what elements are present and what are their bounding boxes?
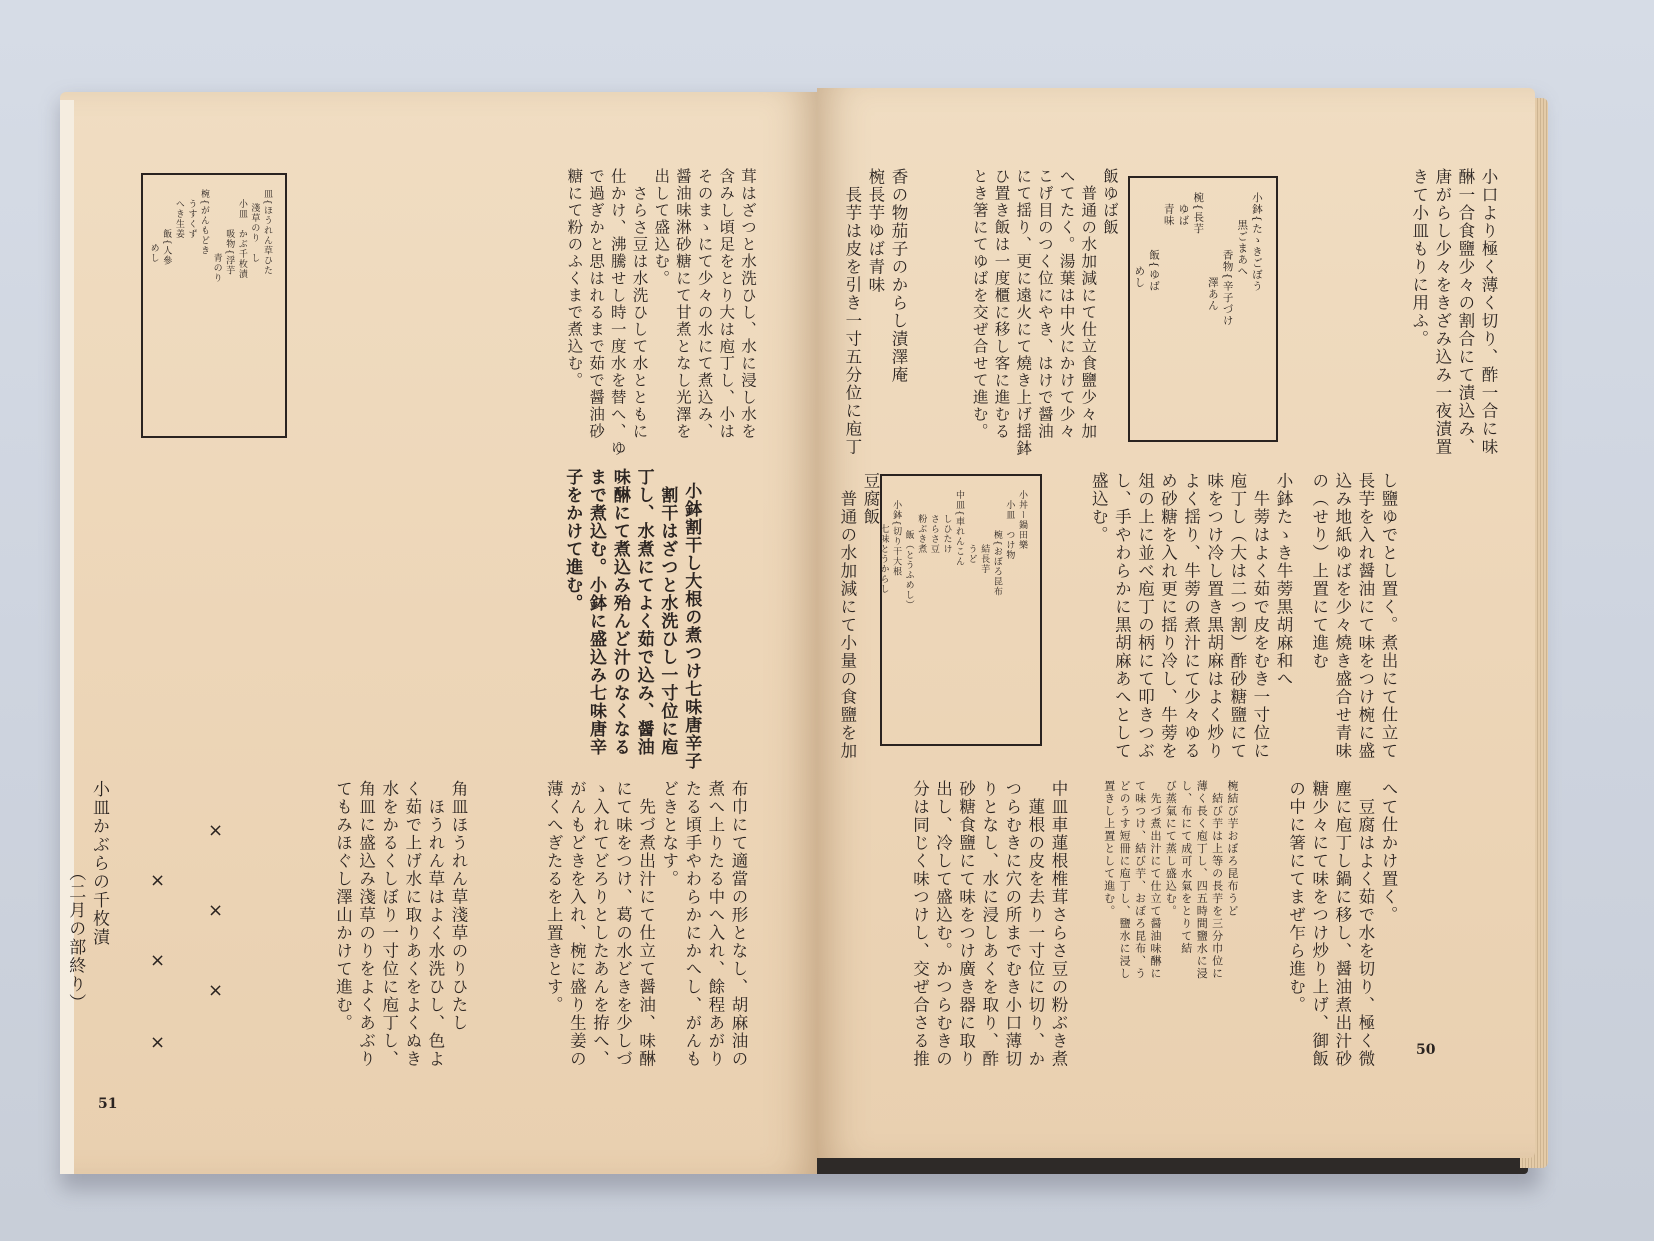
right-section-tofu: 豆腐飯 普通の水加減にて小量の食鹽を加 xyxy=(837,472,880,760)
left-bottom-block-b: 布巾にて適當の形となし、胡麻油の 煮へ上りたる中へ入れ、餘程あがり たる頃手やわらかにかへし、がんも どきとなす。 先づ煮出汁にて仕立て醤油、味醂 にて味をつけ、葛の水どきを少しづ ゝ入れてどろりとしたあんを拵へ、 がんもどきを入れ、椀に盛り生姜の 薄くへぎたるを上置きとす。 xyxy=(544,780,748,1068)
x-mark: × xyxy=(150,870,166,891)
menu-box-left: 皿{ほうれん草ひた 淺草のり し 小皿 かぶ千枚漬 吸物{浮芋 青のり 椀{がんもどき うすくず へき生姜 飯{人參 めし xyxy=(141,173,287,438)
right-section-musubi: 椀結び芋おぼろ昆布うど 結び芋は上等の長芋を三分巾位に 薄く長く庖丁し、四五時間鹽水に浸 し、布にて成可水氣をとりて結 び蒸氣にて蒸し盛込む。 先づ煮出汁にて仕立て醤油味醂に て味つけ、結び芋、おぼろ昆布、う どのうす短冊に庖丁し、鹽水に浸し 置きし上置として進む。 xyxy=(1102,780,1239,980)
right-section-renkon: 中皿車蓮根椎茸さらさ豆の粉ぶき煮 蓮根の皮を去り一寸位に切り、か つらむきに穴の所までむき小口薄切 りとなし、水に浸しあくを取り、酢 砂糖食鹽にて味をつけ廣き器に取り 出し、冷して盛込む。かつらむきの 分は同じく味つけし、交ぜ合さる推 xyxy=(910,780,1068,1068)
right-section-yuba: 飯ゆば飯 普通の水加減にて仕立食鹽少々加 へてたく。湯葉は中火にかけて少々 こげ目のつく位にやき、はけで醤油 にて揺り、更に遠火にて燒き上げ揺鉢 ひ置き飯は一度櫃に移し客に進むる とき箸にてゆばを交ぜ合せて進む。 xyxy=(970,168,1119,457)
left-bottom-block-a: 角皿ほうれん草淺草のりひたし ほうれん草はよく水洗ひし、色よ く茹で上げ水に取りあくをよくぬき 水をかるくしぼり一寸位に庖丁し、 角皿に盛込み淺草のりをよくあぶり てもみほぐし澤山かけて進む。 xyxy=(333,780,468,1068)
menu-box-right: 小鉢{たゝきごぼう 黒ごまあへ 香物{辛子づけ 澤あん 椀{長芋 ゆば 青味 飯{ゆば めし xyxy=(1128,176,1278,442)
left-sec-heading-kanpyo: 小鉢割干し大根の煮つけ七味唐辛子 割干はざつと水洗ひし一寸位に庖 丁し、水煮にてよく茹で込み、醤油 味醂にて煮込み殆んど汁のなくなる まで煮込む。小鉢に盛込み七味唐辛 子をかけて進む。 xyxy=(562,468,702,770)
x-mark: × xyxy=(208,980,224,1001)
right-section-kounomono: 香の物茄子のからし漬澤庵 椀長芋ゆば青味 長芋は皮を引き一寸五分位に庖丁 xyxy=(842,168,908,456)
right-middle-text-a: し鹽ゆでとし置く。煮出にて仕立て 長芋を入れ醤油にて味をつけ椀に盛 込み地紙ゆばを少々燒き盛合せ青味 の（せり）上置にて進む xyxy=(1309,472,1398,760)
left-top-text: 茸はざつと水洗ひし、水に浸し水を 含みし頃足をとり大は庖丁し、小は そのまゝにて少々の水にて煮込み、 醤油味淋砂糖にて甘煮となし光澤を 出して盛込む。 さらさ豆は水洗ひして水とともに 仕かけ、沸騰せし時一度水を替へ、ゆ で過ぎかと思はれるまで茹で醤油砂 糖にて粉のふくまで煮込む。 xyxy=(565,168,757,457)
x-mark: × xyxy=(208,820,224,841)
right-top-text: 小口より極く薄く切り、酢一合に味 醂一合食鹽少々の割合にて漬込み、 唐がらし少々をきざみ込み一夜漬置 きて小皿もりに用ふ。 xyxy=(1409,168,1498,456)
x-mark: × xyxy=(150,950,166,971)
left-page-edge xyxy=(60,100,74,1174)
right-bottom-text-a: へて仕かけ置く。 豆腐はよく茹で水を切り、極く微 塵に庖丁し鍋に移し、醤油煮出汁砂 糖少々にて味をつけ炒り上げ、御飯 の中に箸にてまぜ乍ら進む。 xyxy=(1286,780,1398,1068)
x-mark: × xyxy=(150,1032,166,1053)
left-bottom-block-c: 小皿かぶらの千枚漬 （二月の部終り） xyxy=(65,780,109,1012)
right-section-gobo: 小鉢たゝき牛蒡黒胡麻和へ 牛蒡はよく茹で皮をむき一寸位に 庖丁し（大は二つ割）酢砂糖鹽にて 味をつけ冷し置き黒胡麻はよく炒り よく揺り、牛蒡の煮汁にて少々ゆる め砂糖を入れ更に揺り冷し、牛蒡を 俎の上に並べ庖丁の柄にて叩きつぶ し、手やわらかに黒胡麻あへとして 盛込む。 xyxy=(1089,472,1293,760)
x-mark: × xyxy=(208,900,224,921)
left-middle-text xyxy=(116,468,726,773)
page-number-left: 51 xyxy=(98,1096,118,1112)
menu-box-right-2: 小丼ー鍋田樂 小皿 つけ物 椀{おぼろ昆布 結長芋 うど 中皿{車れんこん しひたけ さらさ豆 粉ぶき煮 飯（とうふめし） 小鉢{切り干大根 七味とうからし xyxy=(880,474,1042,746)
page-number-right: 50 xyxy=(1416,1042,1436,1058)
